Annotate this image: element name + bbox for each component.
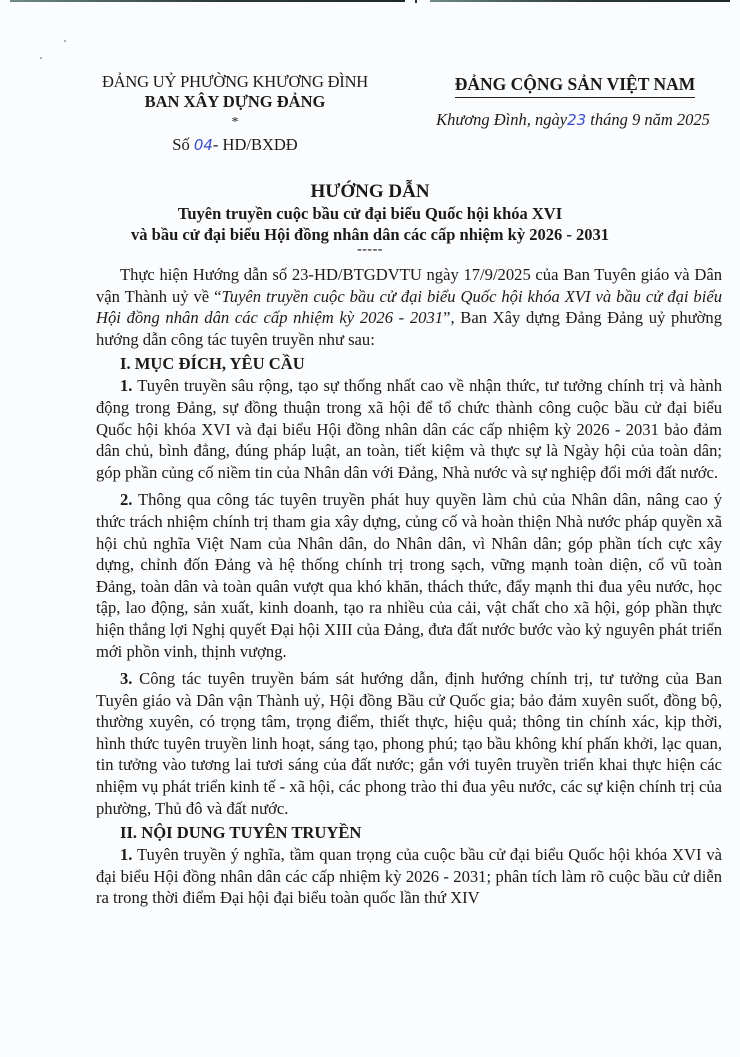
scan-edge-mark: [415, 0, 417, 3]
item-number: 1.: [120, 376, 133, 396]
intro-cited-title: Tuyên truyền cuộc bầu cử đại biểu Quốc hội khóa XVI và bầu cử đại biểu Hội đồng nhân dân các cấp nhiệm kỳ 2026 - 2031: [96, 286, 722, 328]
section-1-item-3: [96, 668, 722, 819]
intro-text-before: Thực hiện Hướng dẫn số 23-HD/BTGDVTU ngày 17/9/2025 của Ban Tuyên giáo và Dân vận Thành uỷ về “: [96, 265, 722, 306]
date-day-handwritten: 23: [567, 111, 587, 129]
intro-text-after: ”, Ban Xây dựng Đảng Đảng uỷ phường hướng dẫn công tác tuyên truyền như sau:: [96, 308, 723, 349]
title-block: [60, 180, 680, 255]
scan-edge-left: [10, 0, 405, 2]
scan-speck: [64, 40, 66, 42]
subtitle-line-1: Tuyên truyền cuộc bầu cử đại biểu Quốc hội khóa XVI: [177, 204, 563, 223]
item-text: Tuyên truyền ý nghĩa, tầm quan trọng của cuộc bầu cử đại biểu Quốc hội khóa XVI và đại biểu Hội đồng nhân dân các cấp nhiệm kỳ 2026 - 2031; phân tích làm rõ cuộc bầu cử diễn ra trong thời điểm Đại hội đại biểu toàn quốc lần thứ XIV: [96, 845, 722, 908]
section-heading-content: II. NỘI DUNG TUYÊN TRUYỀN: [120, 823, 362, 843]
title-separator: -----: [357, 242, 383, 257]
item-number: 3.: [120, 669, 133, 689]
star-divider: *: [231, 115, 239, 130]
section-heading-purpose: I. MỤC ĐÍCH, YÊU CẦU: [120, 354, 305, 374]
issuer-dept: BAN XÂY DỰNG ĐẢNG: [144, 92, 326, 111]
doc-number-handwritten: 04: [193, 136, 213, 154]
section-1-item-2: [96, 489, 722, 662]
doc-number-prefix: Số: [172, 135, 190, 154]
date-suffix: tháng 9 năm 2025: [590, 110, 710, 129]
item-number: 2.: [120, 490, 133, 510]
scan-edge-right: [430, 0, 730, 2]
party-name: ĐẢNG CỘNG SẢN VIỆT NAM: [455, 72, 696, 98]
issuer-block: [70, 72, 400, 156]
scan-speck: [40, 57, 42, 59]
item-number: 1.: [120, 845, 133, 865]
section-2-item-1: [96, 844, 722, 909]
document-body: [96, 264, 722, 909]
document-header: [0, 72, 740, 162]
party-block: [425, 72, 725, 131]
intro-paragraph: [96, 264, 722, 350]
item-text: Tuyên truyền sâu rộng, tạo sự thống nhất cao về nhận thức, tư tưởng chính trị và hành động trong Đảng, sự đồng thuận trong xã hội để tổ chức thành công cuộc bầu cử đại biểu Quốc hội khóa XVI và đại biểu Hội đồng nhân dân các cấp nhiệm kỳ 2026 - 2031 bảo đảm dân chủ, bình đẳng, đúng pháp luật, an toàn, tiết kiệm và thực sự là Ngày hội của toàn dân; góp phần củng cố niềm tin của Nhân dân với Đảng, Nhà nước và sự nghiệp đổi mới đất nước.: [96, 376, 722, 482]
issue-date: [421, 109, 725, 131]
section-1-item-1: [96, 375, 722, 483]
doc-type-title: HƯỚNG DẪN: [310, 181, 430, 202]
doc-number: [70, 134, 400, 156]
date-prefix: Khương Đình, ngày: [436, 110, 568, 129]
doc-number-suffix: - HD/BXDĐ: [212, 135, 298, 154]
issuer-org: ĐẢNG UỶ PHƯỜNG KHƯƠNG ĐÌNH: [101, 72, 369, 91]
item-text: Thông qua công tác tuyên truyền phát huy quyền làm chủ của Nhân dân, nâng cao ý thức trách nhiệm chính trị tham gia xây dựng, củng cố và hoàn thiện Nhà nước pháp quyền xã hội chủ nghĩa Việt Nam của Nhân dân, do Nhân dân, vì Nhân dân; góp phần tích cực xây dựng, chỉnh đốn Đảng và hệ thống chính trị trong sạch, vững mạnh toàn diện, cổ vũ toàn Đảng, toàn dân và toàn quân vượt qua khó khăn, thách thức, đẩy mạnh thi đua yêu nước, học tập, lao động, sản xuất, kinh doanh, tạo ra nhiều của cải, vật chất cho xã hội, góp phần thực hiện thắng lợi Nghị quyết Đại hội XIII của Đảng, đưa đất nước bước vào kỷ nguyên phát triển mới phồn vinh, thịnh vượng.: [96, 490, 722, 661]
subtitle-line-2: và bầu cử đại biểu Hội đồng nhân dân các cấp nhiệm kỳ 2026 - 2031: [131, 225, 609, 244]
item-text: Công tác tuyên truyền bám sát hướng dẫn, định hướng chính trị, tư tưởng của Ban Tuyên giáo và Dân vận Thành uỷ, Hội đồng Bầu cử Quốc gia; bảo đảm xuyên suốt, đồng bộ, thường xuyên, có trọng tâm, trọng điểm, thiết thực, hiệu quả; thông tin chính xác, kịp thời, hình thức tuyên truyền linh hoạt, sáng tạo, phong phú; tạo bầu không khí phấn khởi, lạc quan, tin tưởng vào tương lai tươi sáng của đất nước; gắn với tuyên truyền triển khai thực hiện các nhiệm vụ phát triển kinh tế - xã hội, các phong trào thi đua yêu nước, các sự kiện chính trị của phường, Thủ đô và đất nước.: [96, 669, 722, 818]
